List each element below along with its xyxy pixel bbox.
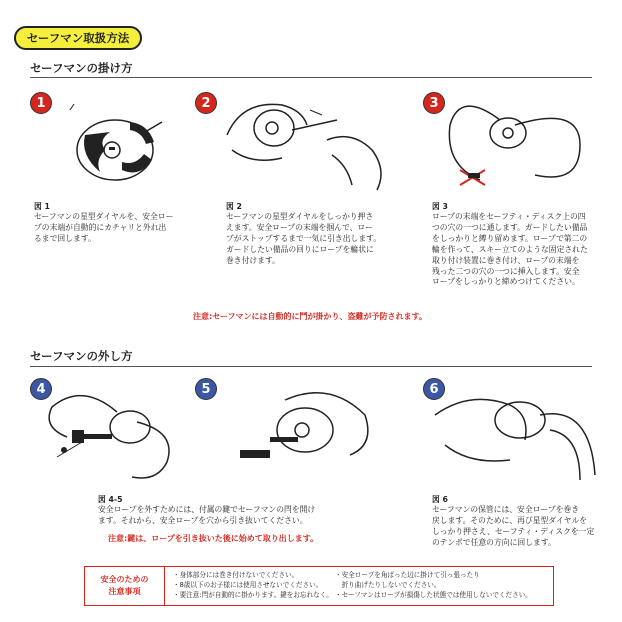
- step-number-3: 3: [423, 92, 445, 114]
- hand-icon: [430, 385, 600, 485]
- page-title: セーフマン取扱方法: [14, 26, 142, 50]
- caption-fig3: 図 3: [432, 202, 448, 211]
- text-fig6: セーフマンの保管には、安全ロープを巻き 戻します。そのために、再び星型ダイヤルを しっかり押さえ、セーフティ・ディスクを一定 のテンポで任意の方向に回します。: [432, 505, 595, 547]
- safety-notice-col2: ・安全ロープを角ばった辺に掛けて引っ張ったり 折り曲げたりしないでください。 ・セーフマンはロープが損傷した状態では使用しないでください。: [335, 571, 532, 599]
- text-fig45: 安全ロープを外すためには、付属の鍵でセーフマンの閂を開け ます。それから、安全ロープを穴から引き抜いてください。: [98, 505, 316, 525]
- divider: [30, 366, 592, 367]
- step-number-1: 1: [30, 92, 52, 114]
- caption-fig1: 図 1: [34, 202, 50, 211]
- caption-fig6: 図 6: [432, 495, 448, 504]
- step-number-4: 4: [30, 378, 52, 400]
- text-fig2: セーフマンの星型ダイヤルをしっかり押さ えます。安全ロープの末端を掴んで、ロー プがストップするまで一気に引き出します。 ガードしたい備品の回りにロープを輪状に 巻き付けます。: [226, 212, 382, 265]
- note-auto-lock: 注意:セーフマンには自動的に鬥が掛かり、盗難が予防されます。: [193, 312, 427, 321]
- key-icon: [42, 382, 177, 487]
- divider: [30, 77, 592, 78]
- rope-icon: [440, 85, 590, 195]
- text-fig1: セーフマンの星型ダイヤルを、安全ロー プの末端が自動的にカチャリと外れ出 るまで回します。: [34, 212, 174, 243]
- section-heading-remove: セーフマンの外し方: [30, 349, 133, 363]
- safety-notice-col1: ・身体部分には巻き付けないでください。 ・8歳以下のお子様には使用させないでください。 ・要注意:閂が自動的に掛かります。鍵をお忘れなく。: [173, 571, 333, 599]
- text-fig3: ロープの末端をセーフティ・ディスク上の四 つの穴の一つに通します。ガードしたい備品 をしっかりと縛り留めます。ロープで第二の 輪を作って、スキー立てのような固定された 取り付け装置に巻き付け、ロープの末端を 残った二つの穴の一つに挿入します。安全 ロープをしっかりと締めつけてください。: [432, 212, 588, 287]
- step-number-6: 6: [423, 378, 445, 400]
- note-key: 注意:鍵は、ロープを引き抜いた後に始めて取り出します。: [108, 534, 319, 543]
- safety-notice-box: [84, 566, 554, 606]
- caption-fig2: 図 2: [226, 202, 242, 211]
- section-heading-attach: セーフマンの掛け方: [30, 61, 133, 75]
- key-icon: [230, 385, 375, 485]
- step-number-2: 2: [195, 92, 217, 114]
- safety-notice-label: 安全のための 注意事項: [85, 567, 165, 605]
- caption-fig45: 図 4-5: [98, 495, 123, 504]
- hand-icon: [222, 90, 397, 195]
- step-number-5: 5: [195, 378, 217, 400]
- safeman-lock-icon: [60, 100, 180, 195]
